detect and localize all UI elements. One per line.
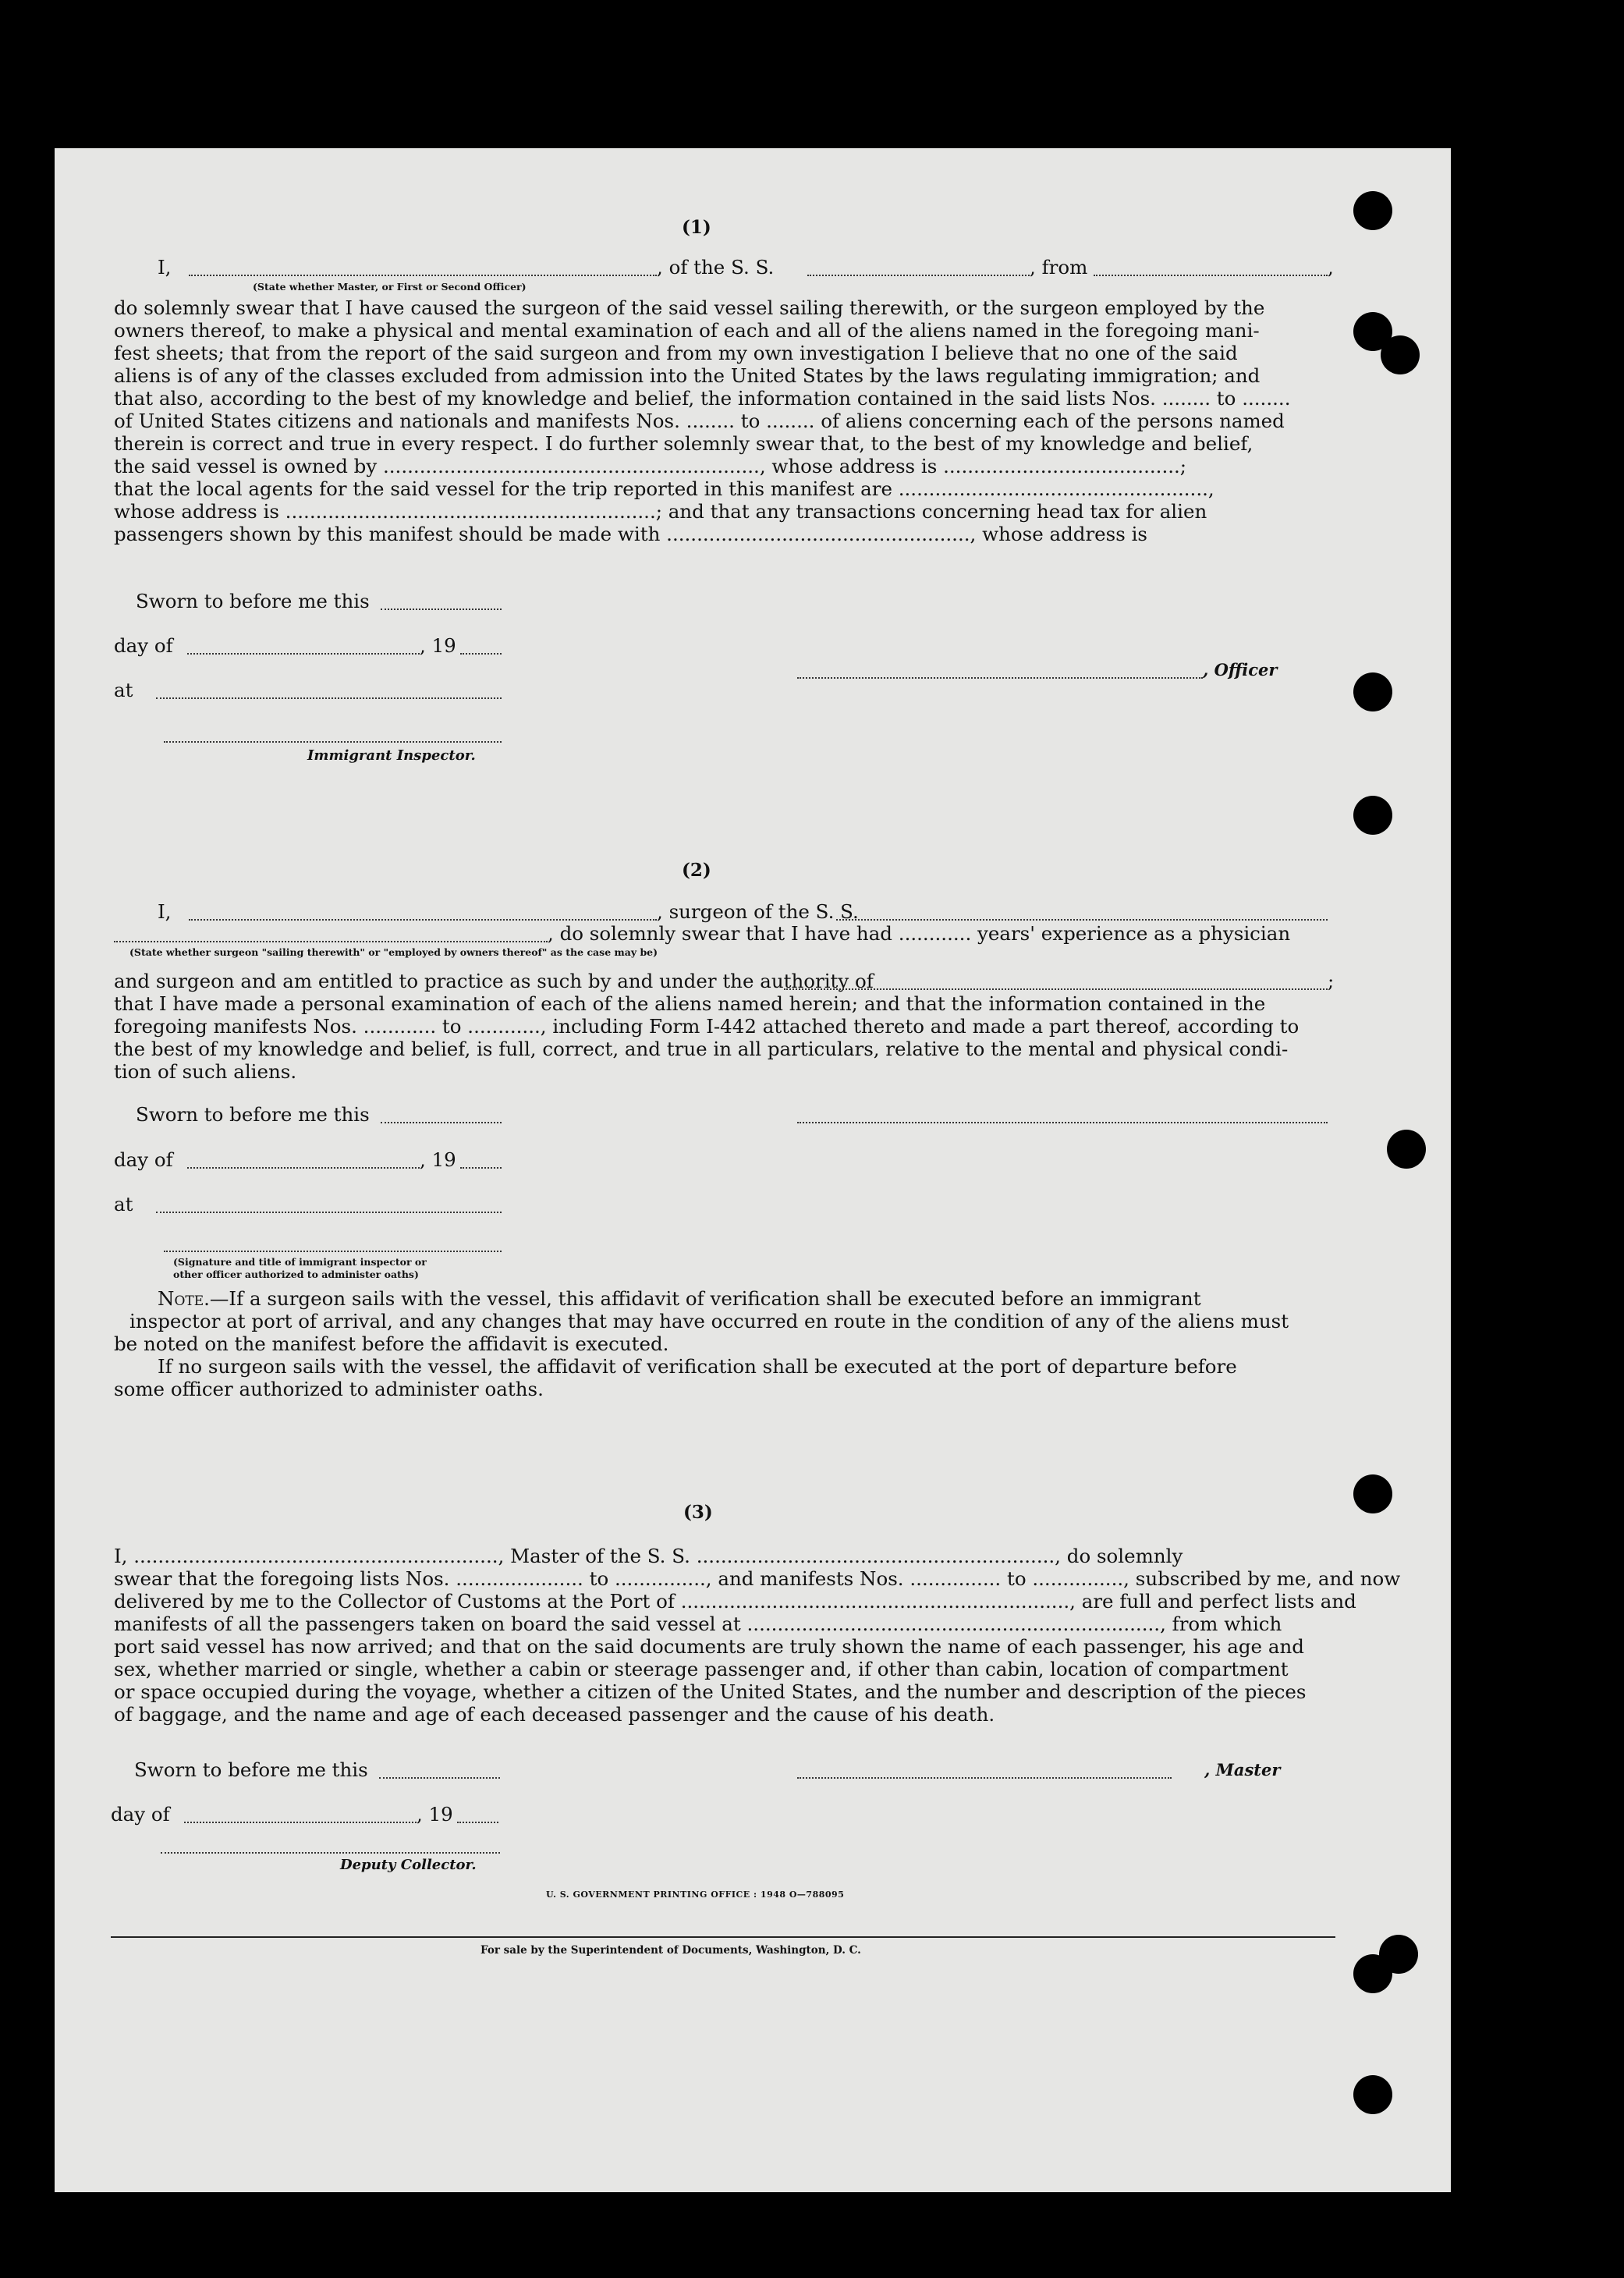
s1-para-line-4: aliens is of any of the classes excluded from admission into the United States by the laws regulating immigration; and <box>114 364 1261 387</box>
s1-para-line-5: that also, according to the best of my knowledge and belief, the information contained in the said lists Nos. ........ to ........ <box>114 387 1291 410</box>
s1-officer-name-line <box>189 275 657 276</box>
punch-hole-10 <box>1353 2075 1392 2114</box>
footer-rule <box>111 1936 1335 1938</box>
s3-day-of-label: day of <box>111 1803 170 1826</box>
section-3-heading: (3) <box>683 1502 713 1523</box>
s2-line-2: , do solemnly swear that I have had ............ years' experience as a physician <box>548 922 1291 945</box>
s1-officer-signature-line <box>797 677 1203 679</box>
s1-i-label: I, <box>158 256 172 279</box>
s3-day-of-line <box>184 1822 417 1823</box>
s3-collector-label: Deputy Collector. <box>340 1857 477 1873</box>
s2-surgeon-signature-line <box>797 1122 1328 1123</box>
punch-hole-6 <box>1387 1130 1426 1169</box>
s1-para-line-6: of United States citizens and nationals and manifests Nos. ........ to ........ of aliens concerning each of the persons named <box>114 410 1285 432</box>
s3-para-line-6: sex, whether married or single, whether a cabin or steerage passenger and, if other than cabin, location of compartment <box>114 1658 1289 1680</box>
s1-officer-caption: (State whether Master, or First or Second Officer) <box>253 281 527 293</box>
s2-year-label: , 19 <box>420 1148 456 1171</box>
s2-signature-caption-2: other officer authorized to administer oaths) <box>173 1269 419 1280</box>
s1-inspector-signature-line <box>164 741 502 743</box>
s3-master-label: , Master <box>1204 1760 1281 1779</box>
s1-at-label: at <box>114 679 133 701</box>
s1-from-label: , from <box>1030 256 1088 279</box>
s2-surgeon-of-ss-label: , surgeon of the S. S. <box>657 900 859 923</box>
s3-para-line-4: manifests of all the passengers taken on board the said vessel at ...................................................................., from which <box>114 1613 1282 1635</box>
s2-note-line-1 <box>158 1287 1201 1310</box>
s2-para-line-1: and surgeon and am entitled to practice as such by and under the authority of <box>114 970 874 992</box>
s2-capacity-line <box>114 941 548 942</box>
s2-at-label: at <box>114 1193 133 1215</box>
s1-year-line <box>460 653 502 655</box>
punch-hole-3 <box>1381 335 1420 374</box>
s2-authority-line <box>784 988 1328 990</box>
s1-inspector-label: Immigrant Inspector. <box>307 747 476 764</box>
s2-note-lead: Note. <box>158 1287 210 1310</box>
s2-surgeon-name-line <box>189 919 657 921</box>
s2-sworn-date-line <box>381 1122 502 1123</box>
s3-para-line-2: swear that the foregoing lists Nos. ..................... to ..............., and manifests Nos. ............... to ..............., subscribed by me, and now <box>114 1567 1401 1590</box>
s1-line-end: , <box>1328 256 1334 279</box>
s2-para-line-4: the best of my knowledge and belief, is full, correct, and true in all particulars, relative to the mental and physical condi- <box>114 1038 1289 1060</box>
s3-sworn-label: Sworn to before me this <box>134 1758 368 1781</box>
s3-para-line-7: or space occupied during the voyage, whether a citizen of the United States, and the number and description of the pieces <box>114 1680 1307 1703</box>
s1-para-line-2: owners thereof, to make a physical and mental examination of each and all of the aliens named in the foregoing mani- <box>114 319 1260 342</box>
s2-sworn-label: Sworn to before me this <box>136 1103 370 1126</box>
s1-para-line-11: passengers shown by this manifest should be made with .................................................., whose address is <box>114 523 1148 545</box>
s2-i-label: I, <box>158 900 172 923</box>
s1-para-line-9: that the local agents for the said vessel for the trip reported in this manifest are ..................................................., <box>114 477 1214 500</box>
s2-day-of-line <box>187 1167 420 1169</box>
s1-officer-label: , Officer <box>1203 660 1278 679</box>
punch-hole-9 <box>1353 1954 1392 1993</box>
s3-sworn-date-line <box>379 1777 500 1779</box>
punch-hole-5 <box>1353 796 1392 835</box>
s3-para-line-3: delivered by me to the Collector of Customs at the Port of ................................................................, are full and perfect lists and <box>114 1590 1356 1613</box>
s1-year-label: , 19 <box>420 634 456 657</box>
s1-vessel-name-line <box>807 275 1030 276</box>
s2-note-line-3: be noted on the manifest before the affidavit is executed. <box>114 1332 669 1355</box>
s1-at-line <box>156 697 502 699</box>
section-2-heading: (2) <box>682 860 711 881</box>
s3-collector-signature-line <box>161 1852 500 1854</box>
s1-para-line-7: therein is correct and true in every respect. I do further solemnly swear that, to the best of my knowledge and belief, <box>114 432 1253 455</box>
s2-note-line-2: inspector at port of arrival, and any changes that may have occurred en route in the condition of any of the aliens must <box>129 1310 1289 1332</box>
s2-para-line-5: tion of such aliens. <box>114 1060 297 1083</box>
s2-para-line-3: foregoing manifests Nos. ............ to ............, including Form I-442 attached thereto and made a part thereof, according to <box>114 1015 1300 1038</box>
s3-master-signature-line <box>797 1777 1172 1779</box>
s1-para-line-1: do solemnly swear that I have caused the surgeon of the said vessel sailing therewith, or the surgeon employed by the <box>114 296 1265 319</box>
s3-para-line-8: of baggage, and the name and age of each deceased passenger and the cause of his death. <box>114 1703 995 1726</box>
s2-at-line <box>156 1212 502 1213</box>
section-1-heading: (1) <box>682 217 711 238</box>
s3-year-label: , 19 <box>417 1803 453 1826</box>
s1-sworn-date-line <box>381 609 502 610</box>
s2-signature-line <box>164 1251 502 1252</box>
punch-hole-1 <box>1353 191 1392 230</box>
s1-day-of-line <box>187 653 420 655</box>
s2-signature-caption-1: (Signature and title of immigrant inspector or <box>173 1256 427 1268</box>
s2-vessel-name-line <box>836 919 1328 921</box>
s3-para-line-5: port said vessel has now arrived; and that on the said documents are truly shown the name of each passenger, his age and <box>114 1635 1304 1658</box>
s3-para-line-1: I, ............................................................, Master of the S. S. ..........................................................., do solemnly <box>114 1545 1183 1567</box>
gpo-imprint: U. S. GOVERNMENT PRINTING OFFICE : 1948 O—788095 <box>546 1889 845 1900</box>
s1-from-port-line <box>1094 275 1328 276</box>
s1-day-of-label: day of <box>114 634 173 657</box>
s1-para-line-10: whose address is .............................................................; and that any transactions concerning head tax for alien <box>114 500 1207 523</box>
punch-hole-4 <box>1353 672 1392 711</box>
punch-hole-7 <box>1353 1474 1392 1513</box>
s2-authority-end: ; <box>1328 970 1335 992</box>
s2-year-line <box>460 1167 502 1169</box>
s2-day-of-label: day of <box>114 1148 173 1171</box>
sale-notice: For sale by the Superintendent of Documents, Washington, D. C. <box>480 1944 861 1957</box>
s3-year-line <box>457 1822 498 1823</box>
s1-para-line-3: fest sheets; that from the report of the said surgeon and from my own investigation I believe that no one of the said <box>114 342 1238 364</box>
s2-note-line-5: some officer authorized to administer oaths. <box>114 1378 544 1400</box>
s2-para-line-2: that I have made a personal examination of each of the aliens named herein; and that the information contained in the <box>114 992 1266 1015</box>
s2-note-text-1: —If a surgeon sails with the vessel, this affidavit of verification shall be executed before an immigrant <box>209 1287 1201 1310</box>
s1-para-line-8: the said vessel is owned by .............................................................., whose address is .......................................; <box>114 455 1187 477</box>
s1-of-ss-label: , of the S. S. <box>657 256 775 279</box>
s2-note-line-4: If no surgeon sails with the vessel, the affidavit of verification shall be executed at the port of departure before <box>158 1355 1237 1378</box>
s1-sworn-label: Sworn to before me this <box>136 590 370 612</box>
s2-capacity-caption: (State whether surgeon "sailing therewith" or "employed by owners thereof" as the case may be) <box>129 946 658 958</box>
manifest-back-sheet <box>55 148 1451 2192</box>
